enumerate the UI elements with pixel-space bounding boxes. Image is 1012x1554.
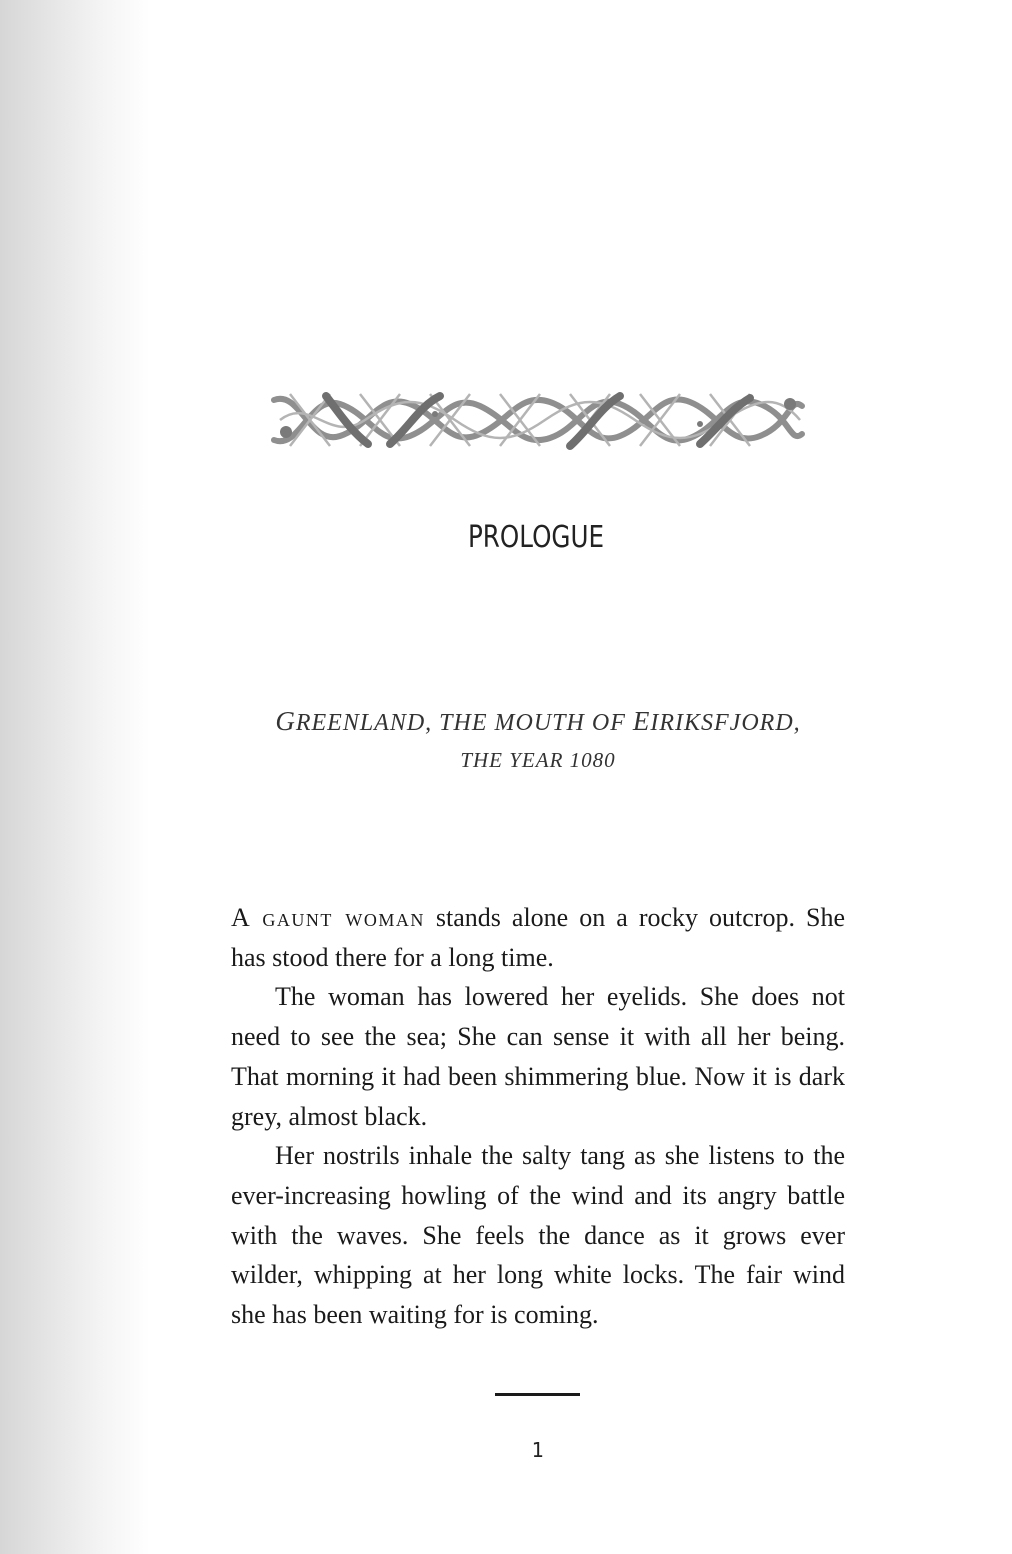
location-line-1	[230, 706, 846, 737]
prologue-body	[231, 898, 845, 1335]
page-gutter-shadow	[0, 0, 150, 1554]
footer-rule	[495, 1393, 580, 1396]
paragraph-1-text: stands alone on a rocky outcrop. She has stood there for a long time.	[231, 903, 845, 972]
paragraph-1	[231, 898, 845, 977]
location-initial-e: E	[632, 706, 651, 736]
location-line-2: THE YEAR 1080	[460, 748, 616, 772]
celtic-knot-ornament	[270, 386, 806, 454]
paragraph-1-lead: A gaunt woman	[231, 903, 425, 932]
location-initial-g: G	[275, 706, 296, 736]
chapter-title: PROLOGUE	[467, 520, 605, 555]
location-text-a: REENLAND, THE MOUTH OF	[295, 710, 633, 736]
paragraph-3: Her nostrils inhale the salty tang as she listens to the ever-increasing howling of the wind and its angry battle with the waves. She feels the dance as it grows ever wilder, whipping at her long white locks. The fair wind she has been waiting for is coming.	[231, 1141, 845, 1330]
paragraph-2: The woman has lowered her eyelids. She does not need to see the sea; She can sense it with all her being. That morning it had been shimmering blue. Now it is dark grey, almost black.	[231, 982, 845, 1131]
page-number: 1	[531, 1438, 544, 1462]
location-text-b: IRIKSFJORD,	[650, 710, 801, 736]
